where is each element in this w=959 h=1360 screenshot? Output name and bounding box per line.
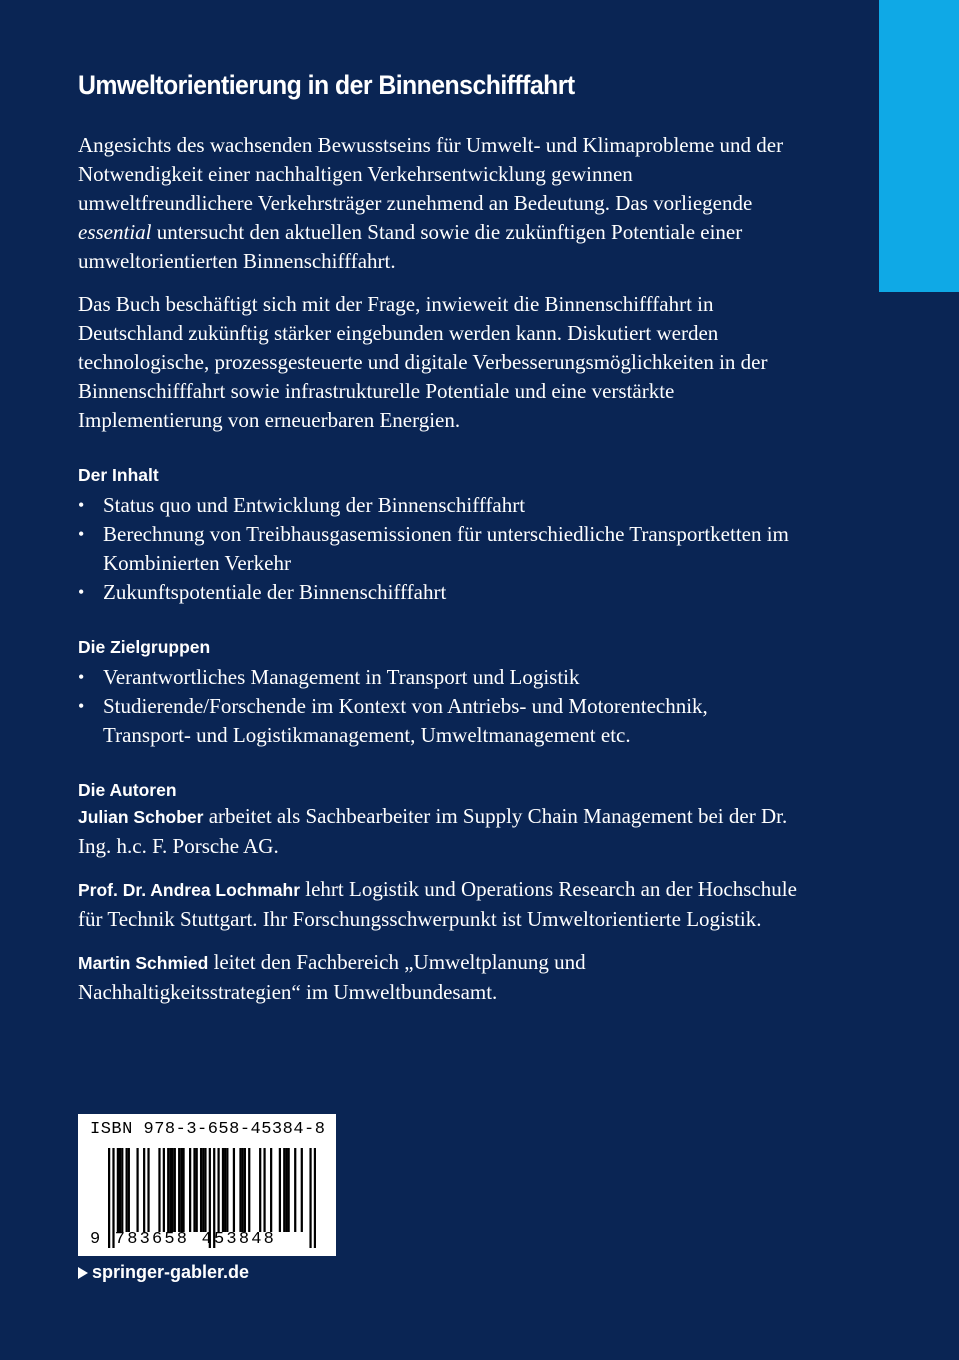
author-entry (78, 948, 798, 1007)
inhalt-list (78, 491, 798, 607)
publisher-link[interactable] (78, 1262, 249, 1283)
barcode-bar (279, 1148, 281, 1232)
author-bio: arbeitet als Sachbearbeiter im Supply Chain Management bei der Dr. Ing. h.c. F. Porsche AG. (78, 804, 788, 858)
barcode-bar (196, 1148, 198, 1232)
list-item-text: Berechnung von Treibhausgasemissionen für unterschiedliche Transportketten im Kombinierten Verkehr (103, 522, 789, 575)
barcode-bar (117, 1148, 119, 1232)
list-item-text: Status quo und Entwicklung der Binnenschifffahrt (103, 493, 526, 517)
barcode-bar (193, 1148, 195, 1232)
barcode-bar (163, 1148, 165, 1232)
author-bio: leitet den Fachbereich „Umweltplanung und Nachhaltigkeitsstrategien“ im Umweltbundesamt. (78, 950, 586, 1004)
barcode-bar (158, 1148, 160, 1232)
barcode-bar (147, 1148, 149, 1232)
barcode-bar (288, 1148, 290, 1232)
barcode-digits: 9 783658 453848 (90, 1230, 277, 1249)
barcode-bar (270, 1148, 272, 1232)
author-name: Prof. Dr. Andrea Lochmahr (78, 880, 301, 900)
barcode-bar (182, 1148, 184, 1232)
isbn-number: ISBN 978-3-658-45384-8 (90, 1120, 326, 1139)
barcode-bar (143, 1148, 145, 1232)
barcode-bar (136, 1148, 138, 1232)
barcode-bar (202, 1148, 204, 1232)
barcode-bar (283, 1148, 285, 1232)
list-item-text: Zukunftspotentiale der Binnenschifffahrt (103, 580, 447, 604)
barcode-bar (259, 1148, 261, 1232)
section-heading-autoren: Die Autoren (78, 780, 177, 800)
bullet-icon: • (78, 495, 85, 515)
barcode-bar (314, 1148, 316, 1248)
author-name: Martin Schmied (78, 953, 209, 973)
barcode-bar (244, 1148, 246, 1232)
barcode-bar (285, 1148, 287, 1232)
section-heading-zielgruppen: Die Zielgruppen (78, 637, 211, 657)
barcode-bar (309, 1148, 311, 1248)
isbn-barcode (78, 1114, 336, 1256)
section-heading-inhalt: Der Inhalt (78, 465, 159, 485)
list-item (78, 692, 798, 750)
barcode-bar (169, 1148, 171, 1232)
list-item-text: Studierende/Forschende im Kontext von Antriebs- und Motorentechnik, Transport- und Logistikmanagement, Umweltmanagement etc. (103, 694, 708, 747)
barcode-bar (174, 1148, 176, 1232)
list-item (78, 491, 798, 520)
list-item-text: Verantwortliches Management in Transport und Logistik (103, 665, 580, 689)
barcode-bar (222, 1148, 224, 1232)
barcode-bar (167, 1148, 169, 1232)
barcode-bar (224, 1148, 226, 1232)
author-bio: lehrt Logistik und Operations Research an der Hochschule für Technik Stuttgart. Ihr Forschungsschwerpunkt ist Umweltorientierte Logistik. (78, 877, 797, 931)
list-item (78, 578, 798, 607)
barcode-bar (204, 1148, 206, 1232)
barcode-bar (301, 1148, 303, 1232)
bullet-icon: • (78, 582, 85, 602)
intro-p1-italic: essential (78, 220, 152, 244)
book-title: Umweltorientierung in der Binnenschifffahrt (78, 70, 575, 100)
author-name: Julian Schober (78, 807, 204, 827)
publisher-link-text[interactable]: springer-gabler.de (92, 1262, 250, 1282)
intro-p1-start: Angesichts des wachsenden Bewusstseins für Umwelt- und Klimaprobleme und der Notwendigkeit einer nachhaltigen Verkehrsentwicklung gewinnen umweltfreundlichere Verkehrsträger zunehmend an Bedeutung. Das vorliegende (78, 133, 784, 215)
arrow-right-icon (78, 1267, 88, 1279)
bullet-icon: • (78, 696, 85, 716)
barcode-bar (119, 1148, 121, 1232)
barcode-bar (294, 1148, 296, 1232)
intro-paragraph-2: Das Buch beschäftigt sich mit der Frage, inwieweit die Binnenschifffahrt in Deutschland zukünftig stärker eingebunden werden kann. Diskutiert werden technologische, prozessgesteuerte und digitale Verbesserungsmöglichkeiten in der Binnenschifffahrt sowie infrastrukturelle Potentiale und eine verstärkte Implementierung von erneuerbaren Energien. (78, 292, 768, 432)
barcode-bar (126, 1148, 128, 1232)
list-item (78, 663, 798, 692)
barcode-bar (242, 1148, 244, 1232)
author-entry (78, 802, 798, 861)
accent-bar (879, 0, 959, 292)
bullet-icon: • (78, 667, 85, 687)
bullet-icon: • (78, 524, 85, 544)
barcode-bar (200, 1148, 202, 1232)
barcode-bar (171, 1148, 173, 1232)
barcode-bar (248, 1148, 250, 1232)
barcode-bar (121, 1148, 123, 1232)
barcode-bar (189, 1148, 191, 1232)
intro-p1-end: untersucht den aktuellen Stand sowie die zukünftigen Potentiale einer umweltorientierten Binnenschifffahrt. (78, 220, 743, 273)
list-item (78, 520, 798, 578)
intro-paragraph-1 (78, 131, 798, 276)
barcode-bar (128, 1148, 130, 1232)
zielgruppen-list (78, 663, 798, 750)
barcode-bar (180, 1148, 182, 1232)
barcode-bar (233, 1148, 235, 1232)
barcode-bar (226, 1148, 228, 1232)
barcode-bar (178, 1148, 180, 1232)
author-entry (78, 875, 798, 934)
back-cover-content (78, 70, 798, 1021)
barcode-bar (263, 1148, 265, 1232)
barcode-bar (239, 1148, 241, 1232)
barcode-bar (217, 1148, 219, 1232)
